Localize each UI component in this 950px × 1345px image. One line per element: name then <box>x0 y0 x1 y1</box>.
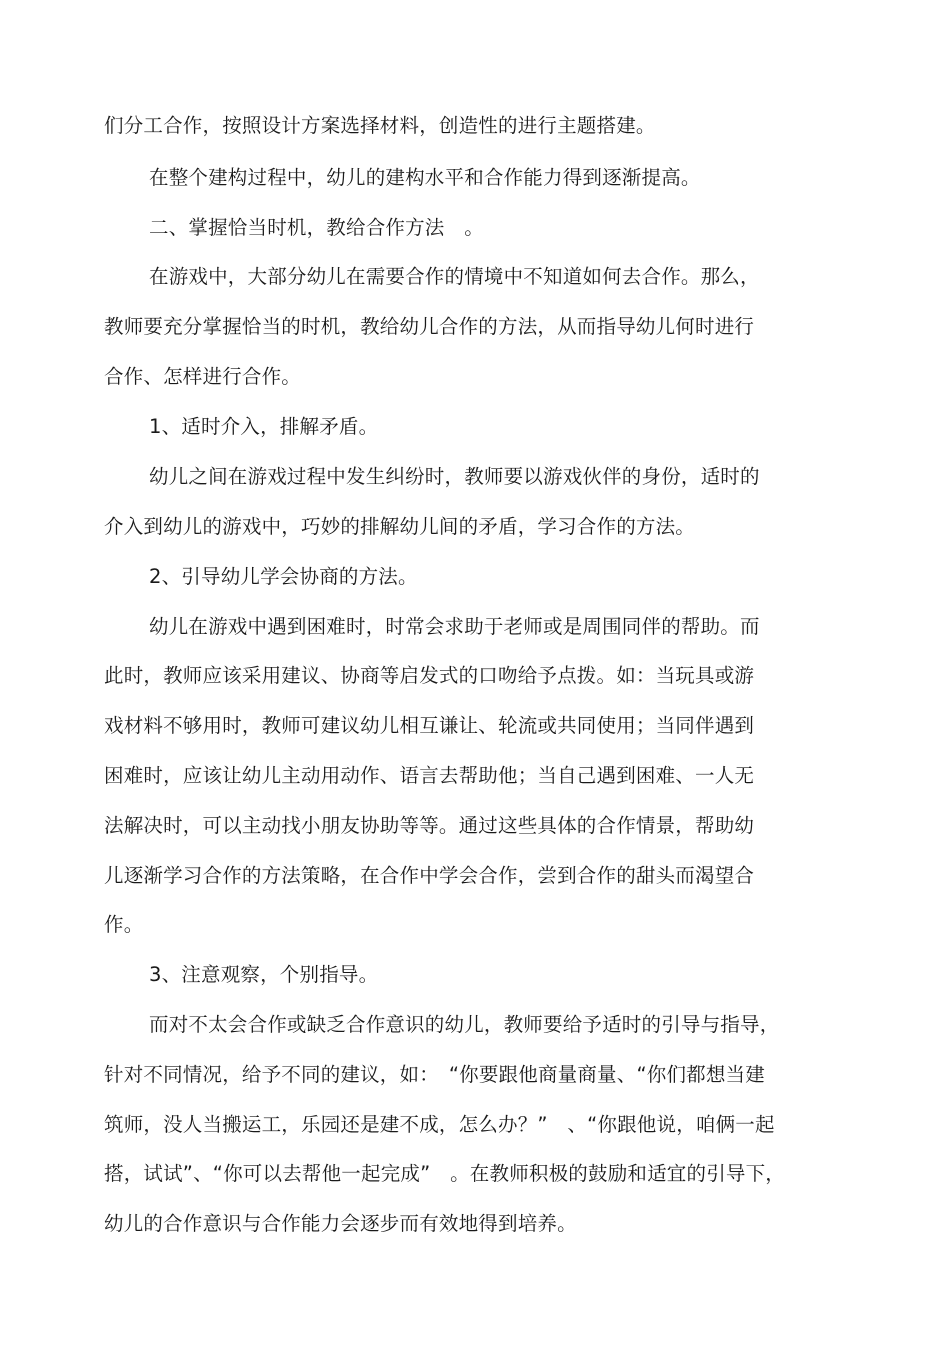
text-line: 幼儿的合作意识与合作能力会逐步而有效地得到培养。 <box>104 1212 577 1235</box>
text-line: 儿逐渐学习合作的方法策略，在合作中学会合作，尝到合作的甜头而渴望合 <box>104 864 755 887</box>
text-line: 筑师，没人当搬运工，乐园还是建不成，怎么办？” 、“你跟他说，咱俩一起 <box>104 1113 775 1136</box>
text-line: 介入到幼儿的游戏中，巧妙的排解幼儿间的矛盾，学习合作的方法。 <box>104 515 696 538</box>
text-line: 戏材料不够用时，教师可建议幼儿相互谦让、轮流或共同使用；当同伴遇到 <box>104 714 755 737</box>
text-line: 们分工合作，按照设计方案选择材料，创造性的进行主题搭建。 <box>104 114 656 137</box>
text-line: 幼儿在游戏中遇到困难时，时常会求助于老师或是周围同伴的帮助。而 <box>149 615 760 638</box>
subsection-heading: 2、引导幼儿学会协商的方法。 <box>149 565 418 588</box>
text-line: 困难时，应该让幼儿主动用动作、语言去帮助他；当自己遇到困难、一人无 <box>104 764 755 787</box>
text-line: 作。 <box>104 913 144 936</box>
text-line: 此时，教师应该采用建议、协商等启发式的口吻给予点拨。如：当玩具或游 <box>104 664 755 687</box>
text-line: 搭，试试”、“你可以去帮他一起完成” 。在教师积极的鼓励和适宜的引导下， <box>104 1162 786 1185</box>
text-line: 合作、怎样进行合作。 <box>104 365 302 388</box>
text-line: 幼儿之间在游戏过程中发生纠纷时，教师要以游戏伙伴的身份，适时的 <box>149 465 760 488</box>
text-line: 针对不同情况，给予不同的建议，如： “你要跟他商量商量、“你们都想当建 <box>104 1063 765 1086</box>
subsection-heading: 3、注意观察，个别指导。 <box>149 963 379 986</box>
text-line: 而对不太会合作或缺乏合作意识的幼儿，教师要给予适时的引导与指导， <box>149 1013 780 1036</box>
text-line: 法解决时，可以主动找小朋友协助等等。通过这些具体的合作情景，帮助幼 <box>104 814 755 837</box>
text-line: 教师要充分掌握恰当的时机，教给幼儿合作的方法，从而指导幼儿何时进行 <box>104 315 755 338</box>
section-heading: 二、掌握恰当时机，教给合作方法 。 <box>149 216 484 239</box>
text-line: 在游戏中，大部分幼儿在需要合作的情境中不知道如何去合作。那么， <box>149 265 760 288</box>
text-line: 在整个建构过程中，幼儿的建构水平和合作能力得到逐渐提高。 <box>149 166 701 189</box>
subsection-heading: 1、适时介入，排解矛盾。 <box>149 415 379 438</box>
